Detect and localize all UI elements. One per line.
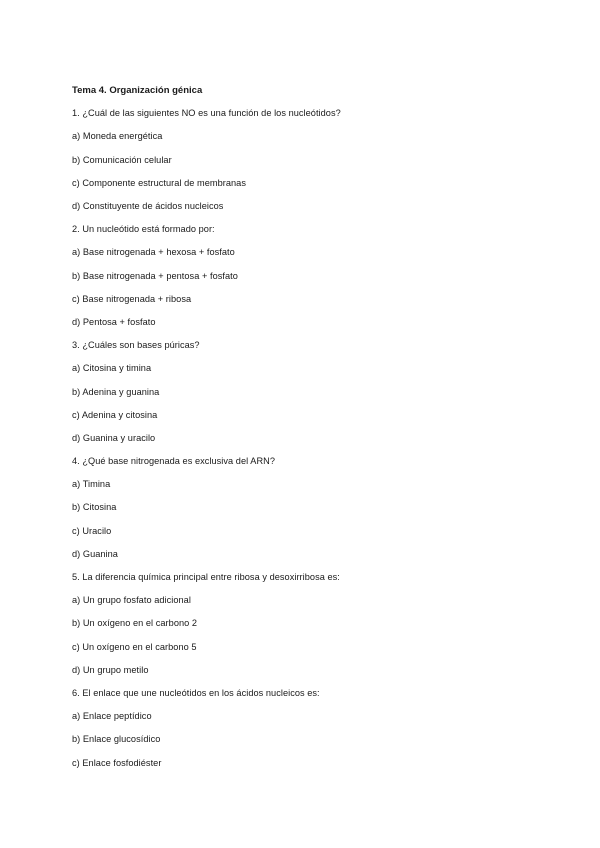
question-3-option-b: b) Adenina y guanina [72, 386, 160, 397]
question-2-option-c: c) Base nitrogenada + ribosa [72, 293, 192, 304]
question-5-option-c: c) Un oxígeno en el carbono 5 [72, 641, 197, 652]
question-3-option-a: a) Citosina y timina [72, 363, 152, 374]
question-6: 6. El enlace que une nucleótidos en los ácidos nucleicos es: [72, 687, 320, 698]
question-3-option-d: d) Guanina y uracilo [72, 432, 156, 443]
question-2: 2. Un nucleótido está formado por: [72, 224, 215, 235]
question-4-option-c: c) Uracilo [72, 525, 112, 536]
question-1-option-c: c) Componente estructural de membranas [72, 177, 246, 188]
question-6-option-b: b) Enlace glucosídico [72, 734, 161, 745]
question-4: 4. ¿Qué base nitrogenada es exclusiva del ARN? [72, 456, 276, 467]
question-6-option-c: c) Enlace fosfodiéster [72, 757, 162, 768]
question-6-option-a: a) Enlace peptídico [72, 711, 152, 722]
question-5: 5. La diferencia química principal entre ribosa y desoxirribosa es: [72, 572, 340, 583]
document-content [72, 84, 542, 780]
question-1-option-d: d) Constituyente de ácidos nucleicos [72, 201, 224, 212]
question-1-option-a: a) Moneda energética [72, 131, 163, 142]
question-3-option-c: c) Adenina y citosina [72, 409, 158, 420]
question-4-option-a: a) Timina [72, 479, 111, 490]
question-1: 1. ¿Cuál de las siguientes NO es una función de los nucleótidos? [72, 108, 341, 119]
document-title: Tema 4. Organización génica [72, 85, 203, 96]
question-4-option-b: b) Citosina [72, 502, 117, 513]
question-4-option-d: d) Guanina [72, 548, 118, 559]
question-2-option-a: a) Base nitrogenada + hexosa + fosfato [72, 247, 235, 258]
question-1-option-b: b) Comunicación celular [72, 154, 172, 165]
question-3: 3. ¿Cuáles son bases púricas? [72, 340, 200, 351]
question-5-option-a: a) Un grupo fosfato adicional [72, 595, 191, 606]
question-2-option-d: d) Pentosa + fosfato [72, 316, 156, 327]
question-5-option-d: d) Un grupo metilo [72, 664, 149, 675]
question-2-option-b: b) Base nitrogenada + pentosa + fosfato [72, 270, 238, 281]
question-5-option-b: b) Un oxígeno en el carbono 2 [72, 618, 198, 629]
